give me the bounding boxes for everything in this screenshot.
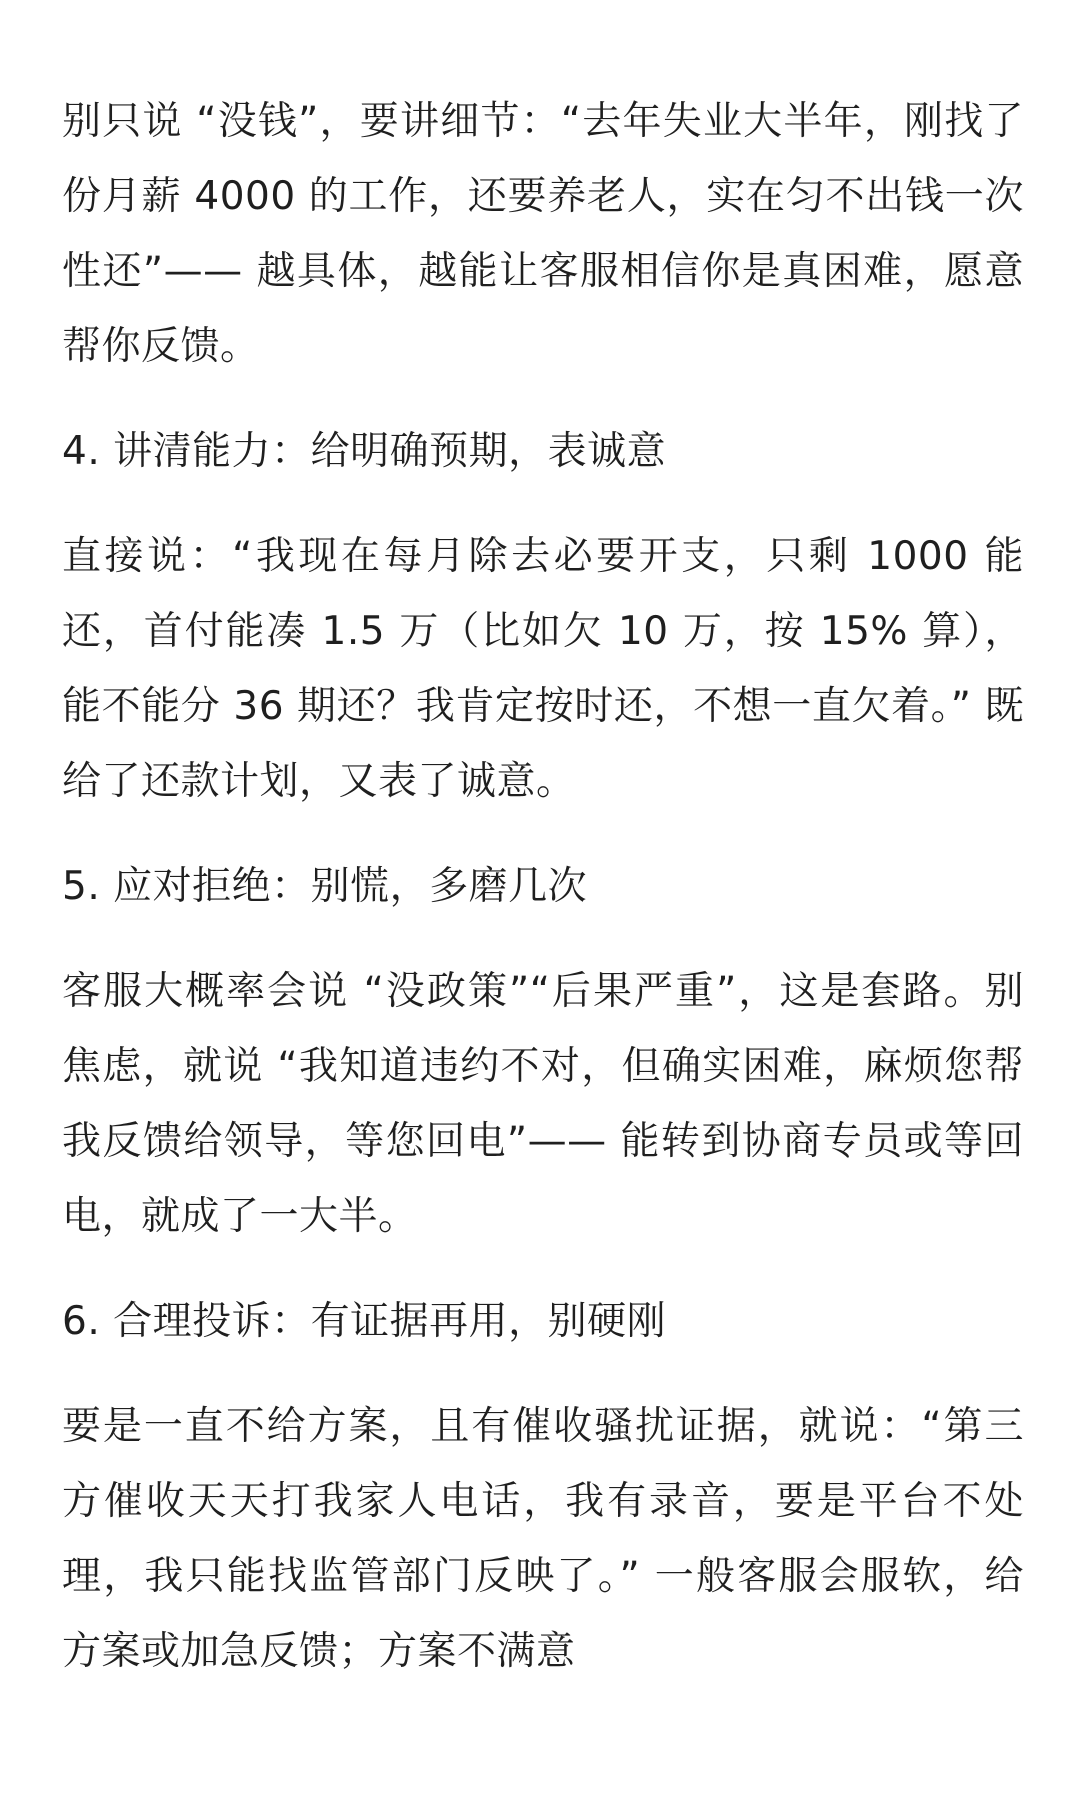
article-body — [62, 84, 1024, 1689]
intro-paragraph: 别只说 “没钱”，要讲细节：“去年失业大半年，刚找了份月薪 4000 的工作，还要养老人，实在匀不出钱一次性还”—— 越具体，越能让客服相信你是真困难，愿意帮你反馈。 — [62, 99, 1024, 369]
section-heading-5: 5. 应对拒绝：别慌，多磨几次 — [62, 864, 588, 909]
section-paragraph-5: 客服大概率会说 “没政策”“后果严重”，这是套路。别焦虑，就说 “我知道违约不对，但确实困难，麻烦您帮我反馈给领导，等您回电”—— 能转到协商专员或等回电，就成了一大半。 — [62, 969, 1024, 1239]
section-paragraph-6: 要是一直不给方案，且有催收骚扰证据，就说：“第三方催收天天打我家人电话，我有录音，要是平台不处理，我只能找监管部门反映了。” 一般客服会服软，给方案或加急反馈；方案不满意 — [62, 1404, 1024, 1674]
section-heading-6: 6. 合理投诉：有证据再用，别硬刚 — [62, 1299, 667, 1344]
section-paragraph-4: 直接说：“我现在每月除去必要开支，只剩 1000 能还，首付能凑 1.5 万（比如欠 10 万，按 15% 算），能不能分 36 期还？我肯定按时还，不想一直欠着。” 既给了还款计划，又表了诚意。 — [62, 534, 1024, 804]
section-heading-4: 4. 讲清能力：给明确预期，表诚意 — [62, 429, 667, 474]
